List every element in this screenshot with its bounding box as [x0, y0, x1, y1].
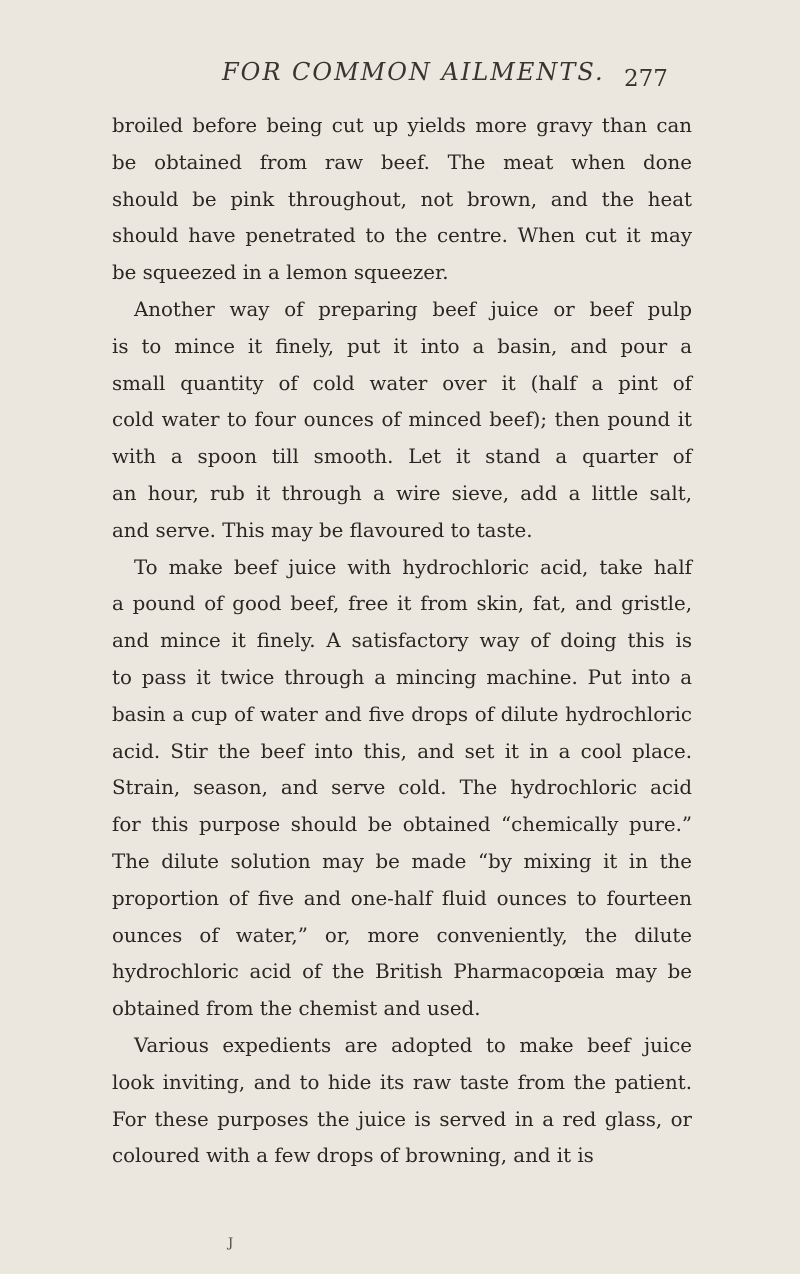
text-line: look inviting, and to hide its raw taste from the patient.	[112, 1070, 692, 1094]
text-line: Strain, season, and serve cold. The hydrochloric acid	[112, 776, 692, 800]
text-line: basin a cup of water and five drops of dilute hydrochloric	[112, 702, 692, 726]
text-line: should have penetrated to the centre. When cut it may	[112, 224, 692, 248]
text-line: To make beef juice with hydrochloric acid, take half	[134, 555, 692, 579]
text-line: Another way of preparing beef juice or beef pulp	[134, 297, 692, 321]
text-line: cold water to four ounces of minced beef); then pound it	[112, 408, 692, 432]
text-line: small quantity of cold water over it (half a pint of	[112, 371, 692, 395]
text-line: a pound of good beef, free it from skin, fat, and gristle,	[112, 592, 692, 616]
text-line: and mince it finely. A satisfactory way of doing this is	[112, 629, 692, 653]
text-line: broiled before being cut up yields more gravy than can	[112, 114, 692, 137]
text-line: coloured with a few drops of browning, and it is	[112, 1144, 594, 1168]
running-title: FOR COMMON AILMENTS.	[222, 58, 605, 86]
body-text	[112, 108, 692, 1175]
paragraph	[112, 108, 692, 292]
text-line: Various expedients are adopted to make beef juice	[134, 1033, 692, 1057]
text-line: hydrochloric acid of the British Pharmacopœia may be	[112, 960, 692, 984]
text-line: ounces of water,” or, more conveniently, the dilute	[112, 923, 692, 947]
page-number: 277	[624, 66, 668, 92]
paragraph	[112, 1028, 692, 1175]
text-line: to pass it twice through a mincing machine. Put into a	[112, 665, 692, 689]
running-head	[0, 58, 800, 98]
paragraph	[112, 550, 692, 1028]
text-line: an hour, rub it through a wire sieve, add a little salt,	[112, 481, 692, 505]
text-line: with a spoon till smooth. Let it stand a quarter of	[112, 445, 692, 469]
text-line: be squeezed in a lemon squeezer.	[112, 261, 449, 285]
paragraph	[112, 292, 692, 550]
text-line: is to mince it finely, put it into a basin, and pour a	[112, 334, 692, 358]
text-line: should be pink throughout, not brown, and the heat	[112, 187, 692, 211]
text-line: be obtained from raw beef. The meat when done	[112, 150, 692, 174]
text-line: proportion of five and one-half fluid ounces to fourteen	[112, 886, 692, 910]
text-line: For these purposes the juice is served in a red glass, or	[112, 1107, 692, 1131]
text-line: The dilute solution may be made “by mixing it in the	[112, 849, 692, 873]
text-line: obtained from the chemist and used.	[112, 997, 481, 1021]
text-line: acid. Stir the beef into this, and set it in a cool place.	[112, 739, 692, 763]
text-line: for this purpose should be obtained “chemically pure.”	[112, 813, 692, 837]
text-line: and serve. This may be flavoured to taste.	[112, 518, 533, 542]
signature-mark: J	[228, 1236, 234, 1251]
